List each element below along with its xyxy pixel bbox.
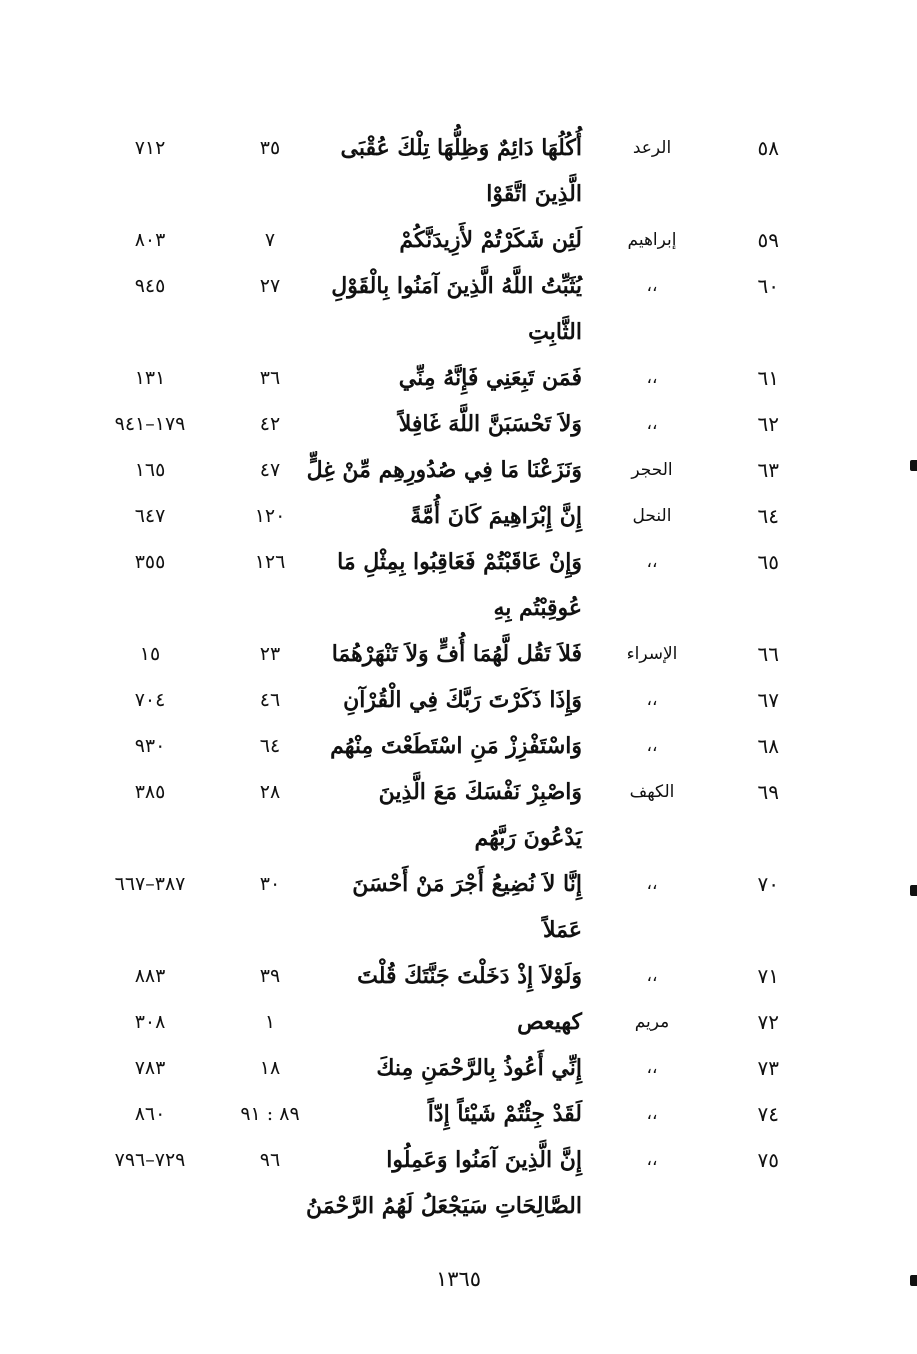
entry-number: ٦٢ — [757, 412, 779, 436]
table-row — [0, 864, 917, 904]
table-row — [0, 772, 917, 812]
entry-number: ٦١ — [757, 366, 779, 390]
surah-name: ،، — [646, 736, 658, 756]
surah-name: ،، — [646, 1058, 658, 1078]
entry-number: ٧٢ — [757, 1010, 779, 1034]
entry-number: ٦٠ — [757, 274, 779, 298]
page-references: ٩٣٠ — [134, 735, 166, 757]
table-row — [0, 1002, 917, 1042]
entry-number: ٦٧ — [757, 688, 779, 712]
verse-text: أُكُلُهَا دَائِمٌ وَظِلُّهَا تِلْكَ عُقْبَى — [340, 135, 582, 161]
verse-text: إِنَّا لاَ نُضِيعُ أَجْرَ مَنْ أَحْسَنَ — [352, 871, 582, 897]
verse-text: فَلاَ تَقُل لَّهُمَا أُفٍّ وَلاَ تَنْهَرْهُمَا — [331, 641, 582, 667]
ayah-number: ١ — [264, 1011, 276, 1033]
surah-name: ،، — [646, 1104, 658, 1124]
surah-name: إبراهيم — [627, 230, 677, 250]
verse-text: إِنِّي أَعُوذُ بِالرَّحْمَنِ مِنكَ — [376, 1055, 582, 1081]
page-references: ٧٢٩–٧٩٦ — [114, 1149, 186, 1171]
table-row — [0, 1048, 917, 1088]
table-row — [0, 220, 917, 260]
table-row — [0, 358, 917, 398]
ayah-number: ٤٢ — [259, 413, 281, 435]
table-row — [0, 128, 917, 168]
entry-number: ٦٩ — [757, 780, 779, 804]
entry-number: ٧١ — [757, 964, 779, 988]
page-references: ٧٠٤ — [134, 689, 166, 711]
verse-text: وَاسْتَفْزِزْ مَنِ اسْتَطَعْتَ مِنْهُم — [330, 733, 582, 759]
surah-name: ،، — [646, 874, 658, 894]
surah-name: ،، — [646, 1150, 658, 1170]
ayah-number: ٣٦ — [259, 367, 281, 389]
verse-text: لَقَدْ جِئْتُمْ شَيْئاً إِدّاً — [427, 1101, 582, 1127]
surah-name: ،، — [646, 368, 658, 388]
verse-text: وَإِذَا ذَكَرْتَ رَبَّكَ فِي الْقُرْآنِ — [343, 687, 582, 713]
surah-name: ،، — [646, 414, 658, 434]
ayah-number: ٣٩ — [259, 965, 281, 987]
entry-number: ٧٤ — [757, 1102, 779, 1126]
entry-number: ٧٥ — [757, 1148, 779, 1172]
table-row — [0, 680, 917, 720]
entry-number: ٦٨ — [757, 734, 779, 758]
verse-text: وَإِنْ عَاقَبْتُمْ فَعَاقِبُوا بِمِثْلِ مَا — [337, 549, 582, 575]
entry-number: ٥٩ — [757, 228, 779, 252]
ayah-number: ١٨ — [259, 1057, 281, 1079]
verse-text: وَلَوْلاَ إِذْ دَخَلْتَ جَنَّتَكَ قُلْتَ — [357, 963, 582, 989]
ayah-number: ٢٨ — [259, 781, 281, 803]
edge-mark — [910, 1275, 917, 1286]
verse-text: وَنَزَعْنَا مَا فِي صُدُورِهِم مِّنْ غِلٍّ — [306, 457, 582, 483]
edge-mark — [910, 885, 917, 896]
verse-text: كهيعص — [517, 1009, 582, 1035]
surah-name: مريم — [634, 1012, 670, 1032]
table-row — [0, 634, 917, 674]
surah-name: الإسراء — [626, 644, 678, 664]
surah-name: الرعد — [632, 138, 672, 158]
page-references: ٣٨٥ — [134, 781, 166, 803]
entry-number: ٧٣ — [757, 1056, 779, 1080]
table-row — [0, 496, 917, 536]
verse-text: يُثَبِّتُ اللَّهُ الَّذِينَ آمَنُوا بِالْقَوْلِ — [331, 273, 582, 299]
verse-text-continuation: الصَّالِحَاتِ سَيَجْعَلُ لَهُمُ الرَّحْمَنُ — [306, 1193, 582, 1219]
entry-number: ٦٤ — [757, 504, 779, 528]
page-references: ٨٦٠ — [134, 1103, 166, 1125]
page-references: ٧١٢ — [134, 137, 166, 159]
ayah-number: ٩٦ — [259, 1149, 281, 1171]
verse-text-continuation: عُوقِبْتُم بِهِ — [493, 595, 582, 621]
table-row — [0, 726, 917, 766]
ayah-number: ٣٠ — [259, 873, 281, 895]
page-references: ٨٠٣ — [134, 229, 166, 251]
ayah-number: ٤٧ — [259, 459, 281, 481]
verse-text: فَمَن تَبِعَنِي فَإِنَّهُ مِنِّي — [398, 365, 582, 391]
page-references: ١٣١ — [134, 367, 166, 389]
edge-mark — [910, 460, 917, 471]
ayah-number: ١٢٦ — [254, 551, 286, 573]
table-row — [0, 450, 917, 490]
verse-text-continuation: عَمَلاً — [543, 917, 582, 943]
ayah-number: ٢٧ — [259, 275, 281, 297]
page-references: ٣٨٧–٦٦٧ — [114, 873, 186, 895]
ayah-number: ٨٩ : ٩١ — [240, 1103, 300, 1125]
surah-name: النحل — [632, 506, 672, 526]
verse-text-continuation: الَّذِينَ اتَّقَوْا — [486, 181, 582, 207]
surah-name: ،، — [646, 966, 658, 986]
page-references: ٧٨٣ — [134, 1057, 166, 1079]
verse-text: إِنَّ إِبْرَاهِيمَ كَانَ أُمَّةً — [410, 503, 582, 529]
page-references: ١٦٥ — [134, 459, 166, 481]
ayah-number: ٣٥ — [259, 137, 281, 159]
page-references: ٦٤٧ — [134, 505, 166, 527]
surah-name: ،، — [646, 276, 658, 296]
table-row — [0, 542, 917, 582]
entry-number: ٥٨ — [757, 136, 779, 160]
verse-text: وَاصْبِرْ نَفْسَكَ مَعَ الَّذِينَ — [378, 779, 582, 805]
ayah-number: ١٢٠ — [254, 505, 286, 527]
ayah-number: ٢٣ — [259, 643, 281, 665]
page-references: ٩٤٥ — [134, 275, 166, 297]
page-references: ١٥ — [139, 643, 161, 665]
surah-name: ،، — [646, 552, 658, 572]
surah-name: ،، — [646, 690, 658, 710]
entry-number: ٦٥ — [757, 550, 779, 574]
surah-name: الحجر — [631, 460, 673, 480]
page-number: ١٣٦٥ — [435, 1267, 482, 1291]
table-row — [0, 1094, 917, 1134]
verse-text: إِنَّ الَّذِينَ آمَنُوا وَعَمِلُوا — [386, 1147, 582, 1173]
entry-number: ٦٦ — [757, 642, 779, 666]
page-references: ١٧٩–٩٤١ — [114, 413, 186, 435]
surah-name: الكهف — [629, 782, 675, 802]
table-row — [0, 404, 917, 444]
page-references: ٣٠٨ — [134, 1011, 166, 1033]
table-row — [0, 266, 917, 306]
ayah-number: ٧ — [264, 229, 276, 251]
verse-text-continuation: يَدْعُونَ رَبَّهُم — [474, 825, 582, 851]
page-references: ٨٨٣ — [134, 965, 166, 987]
page-references: ٣٥٥ — [134, 551, 166, 573]
table-row — [0, 956, 917, 996]
entry-number: ٧٠ — [757, 872, 779, 896]
verse-text: لَئِن شَكَرْتُمْ لأَزِيدَنَّكُمْ — [399, 227, 582, 253]
verse-text: وَلاَ تَحْسَبَنَّ اللَّهَ غَافِلاً — [398, 411, 582, 437]
ayah-number: ٦٤ — [259, 735, 281, 757]
ayah-number: ٤٦ — [259, 689, 281, 711]
table-row — [0, 1140, 917, 1180]
entry-number: ٦٣ — [757, 458, 779, 482]
verse-text-continuation: الثَّابِتِ — [528, 319, 582, 345]
